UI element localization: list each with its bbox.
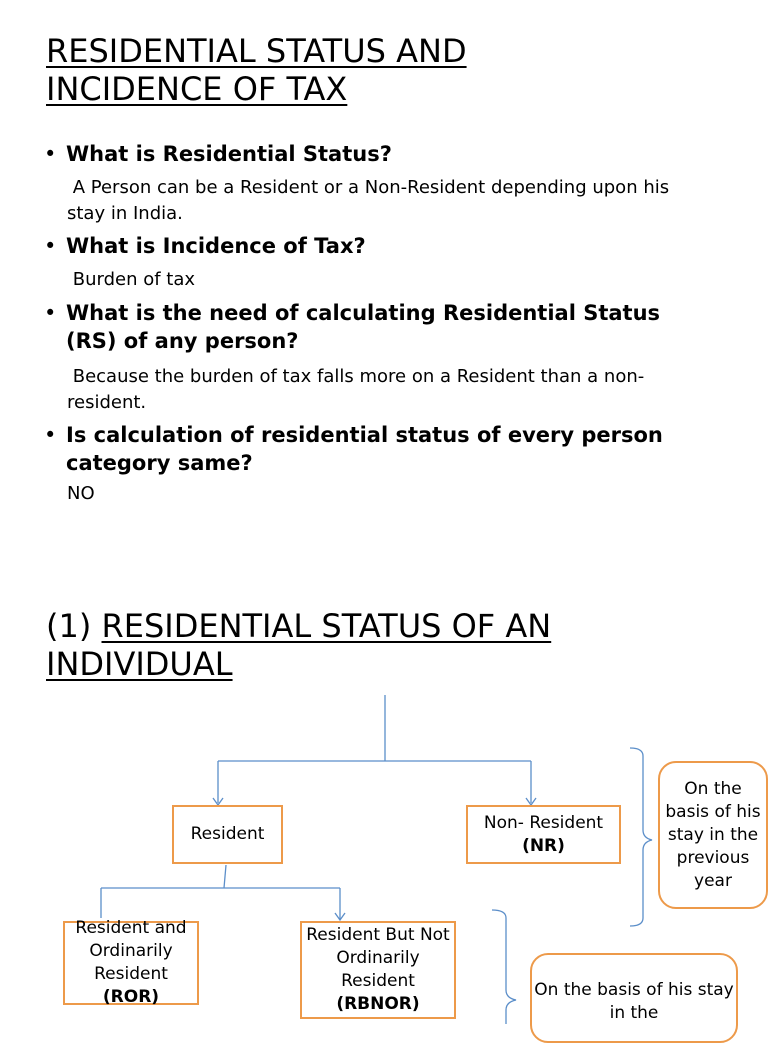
answer-2: Burden of tax xyxy=(67,269,196,290)
resident-down-connector xyxy=(224,865,226,888)
answer-4: NO xyxy=(67,483,95,504)
resident-box xyxy=(172,805,283,864)
title-line-1: RESIDENTIAL STATUS AND xyxy=(46,32,467,70)
answer-3: Because the burden of tax falls more on a Resident than a non- resident. xyxy=(67,366,650,413)
note-previous-year-text: On the basis of his stay in the previous year xyxy=(665,778,761,891)
question-1-text: What is Residential Status? xyxy=(66,142,392,166)
note-stay-text: On the basis of his stay in the xyxy=(534,980,734,1023)
non-resident-label: Non- Resident xyxy=(483,812,604,833)
question-3 xyxy=(44,299,706,355)
bullet-icon: • xyxy=(44,142,57,166)
title-line-1: RESIDENTIAL STATUS OF AN xyxy=(101,607,552,645)
bullet-icon: • xyxy=(44,234,57,258)
resident-label: Resident xyxy=(190,824,265,844)
rbnor-label: Resident But Not Ordinarily Resident xyxy=(306,925,450,991)
question-2 xyxy=(44,232,706,260)
slide-2-title xyxy=(46,607,551,683)
answer-1: A Person can be a Resident or a Non-Resident depending upon his stay in India. xyxy=(67,177,675,224)
question-2-text: What is Incidence of Tax? xyxy=(66,234,366,258)
title-prefix: (1) xyxy=(46,607,102,645)
note-stay xyxy=(530,953,738,1043)
rbnor-box xyxy=(300,921,456,1019)
question-1 xyxy=(44,140,706,168)
title-line-2: INCIDENCE OF TAX xyxy=(46,70,348,108)
ror-abbr: (ROR) xyxy=(102,987,160,1007)
brace-stay xyxy=(492,910,516,1024)
ror-box xyxy=(63,918,199,1007)
brace-previous-year xyxy=(630,748,652,926)
title-line-2: INDIVIDUAL xyxy=(46,645,233,683)
rbnor-abbr: (RBNOR) xyxy=(336,994,420,1014)
note-previous-year xyxy=(658,761,768,909)
bullet-icon: • xyxy=(44,301,57,325)
question-4 xyxy=(44,421,706,477)
ror-label: Resident and Ordinarily Resident xyxy=(75,918,187,984)
non-resident-abbr: (NR) xyxy=(522,835,565,856)
bullet-icon: • xyxy=(44,423,57,447)
question-4-text: Is calculation of residential status of every person category same? xyxy=(66,423,663,475)
slide-1-title xyxy=(46,32,467,108)
question-3-text: What is the need of calculating Residential Status (RS) of any person? xyxy=(66,301,661,353)
non-resident-box xyxy=(466,805,621,864)
